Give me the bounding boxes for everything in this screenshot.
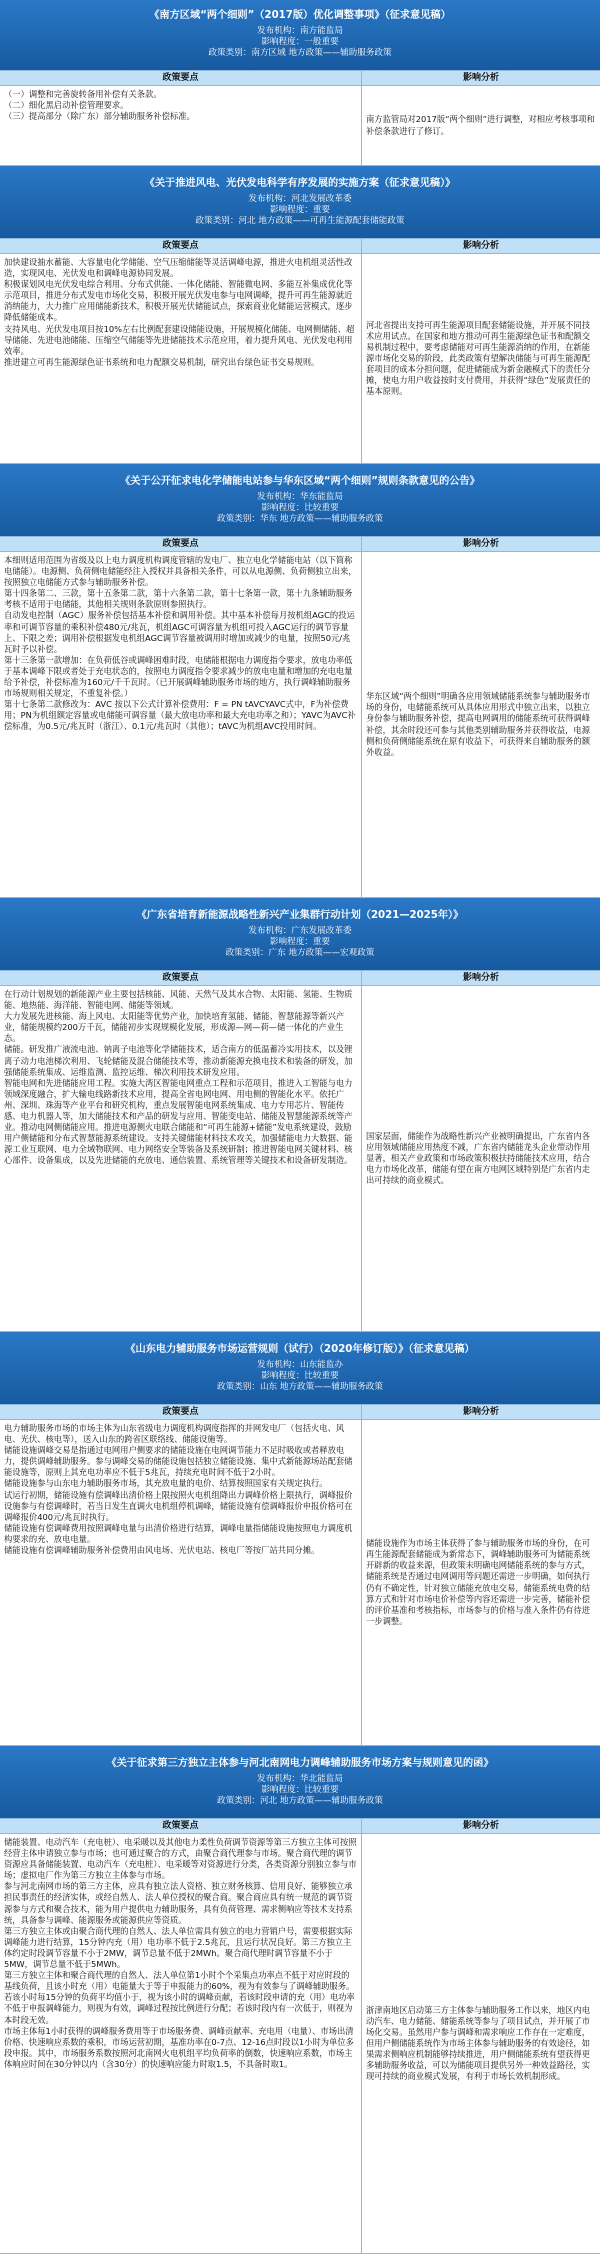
policy-point: 加快建设抽水蓄能、大容量电化学储能、空气压缩储能等灵活调峰电源，推进火电机组灵活性改造，实现风电、光伏发电和调峰电源协同发展。 — [4, 257, 353, 279]
section-header — [0, 1332, 600, 1404]
impact-analysis — [362, 254, 600, 463]
impact-analysis — [362, 86, 600, 165]
policy-point: 第十七条第二款修改为：AVC 按以下公式计算补偿费用：F = PN tAVCYAVC式中，F为补偿费用；PN为机组额定容量或电储能可调容量（最大放电功率和最大充电功率之和）；YAVC为AVC补偿标准，为0.5元/兆瓦时（浙江）、0.1元/兆瓦时（其他）；tAVC为机组AVC投用时间。 — [4, 699, 356, 732]
section-header — [0, 1746, 600, 1818]
policy-point: 第三方独立主体和聚合商代理的自然人、法人单位第1小时个个采集点功率点不低于对应时段的基线负荷，且该小时充（用）电能量大于等于申报能力的60%，视为有效参与了调峰辅助服务。若该小时每15分钟的负荷平均值小于，视为该小时的调峰贡献，若该时段申请的充（用）电功率不低于申报调峰能力，则视为有效，调峰过程按比例进行分配；若该时段内有一次低于，则视为本时段无效。 — [4, 1970, 355, 2025]
col-header-points: 政策要点 — [0, 1819, 362, 1833]
policy-section-4 — [0, 898, 600, 1332]
policy-point: 电力辅助服务市场的市场主体为山东省级电力调度机构调度指挥的并网发电厂（包括火电、风电、光伏、核电等），送入山东的跨省区联络线、储能设施等。 — [4, 1423, 345, 1445]
section-body — [0, 254, 600, 464]
policy-points — [0, 552, 362, 897]
section-issuer: 发布机构：南方能监局 — [257, 26, 343, 36]
col-header-analysis: 影响分析 — [462, 1821, 499, 1831]
section-level: 影响程度：重要 — [269, 937, 331, 948]
section-body — [0, 552, 600, 898]
section-issuer: 发布机构：山东能监办 — [257, 1360, 343, 1370]
section-issuer: 发布机构：广东发展改革委 — [248, 926, 352, 936]
section-body — [0, 986, 600, 1332]
column-headers — [0, 238, 600, 254]
impact-analysis — [362, 552, 600, 897]
policy-point: 在行动计划规划的新能源产业主要包括核能、风能、天然气及其水合物、太阳能、氢能、生物质能、地热能、海洋能、智能电网、储能等领域。 — [4, 989, 353, 1011]
section-header — [0, 0, 600, 70]
policy-point: 储能装置、电动汽车（充电桩）、电采暖以及其他电力柔性负荷调节资源等第三方独立主体可按照经营主体申请独立参与市场；也可通过聚合的方式，由聚合商代理参与市场。聚合商代理的调节资源应具备储能装置、电动汽车（充电桩）、电采暖等对资源进行分类，各类资源分别独立参与市场；虚拟电厂作为第三方独立主体参与市场。 — [4, 1837, 357, 1881]
policy-points — [0, 1834, 362, 2253]
col-header-analysis: 影响分析 — [462, 1407, 499, 1417]
policy-section-1 — [0, 0, 600, 166]
col-header-points: 政策要点 — [0, 1405, 362, 1419]
section-header — [0, 464, 600, 536]
section-body — [0, 86, 600, 166]
column-headers — [0, 1818, 600, 1834]
column-headers — [0, 70, 600, 86]
policy-point: 第三方独立主体或由聚合商代理的自然人、法人单位需具有独立的电力营销户号，需要根据实际调峰能力进行结算，15分钟内充（用）电功率不低于2.5兆瓦，且运行状况良好。第三方独立主体约定时段调节容量不小于2MW，调节总量不低于2MWh。聚合商代理时调节容量不小于5MW，调节总量不低于5MWh。 — [4, 1925, 353, 1970]
column-headers — [0, 970, 600, 986]
policy-point: 支持风电、光伏发电项目按10%左右比例配套建设储能设施，开展规模化储能、电网侧储能、超导储能、先进电池储能、压缩空气储能等先进储能技术示范应用，着力提升风电、光伏发电利用效率。 — [4, 323, 355, 356]
section-level: 影响程度：重要 — [269, 205, 331, 216]
policy-point: 储能设施有偿调峰辅助服务补偿费用由风电场、光伏电站、核电厂等按厂站共同分摊。 — [4, 1545, 320, 1556]
col-header-points: 政策要点 — [0, 971, 362, 985]
policy-point: 第十三条第一款增加：在负荷低谷或调峰困难时段，电储能根据电力调度指令要求，放电功率低于基本调峰下限或者处于充电状态的，按照电力调度指令要求减少的放电电量和增加的充电电量给予补偿，补偿标准为160元/千千瓦时。（已开展调峰辅助服务市场的地方，执行调峰辅助服务市场规则相关规定，不重复补偿。） — [4, 654, 353, 699]
section-category: 政策类别：南方区域 地方政策——辅助服务政策 — [208, 48, 392, 59]
section-issuer: 发布机构：河北发展改革委 — [248, 194, 352, 204]
section-category: 政策类别：河北 地方政策——辅助服务政策 — [216, 1796, 383, 1807]
policy-point: 第十四条第二、三款，第十五条第二款，第十六条第二款，第十七条第一款，第十九条辅助服务考核不适用于电储能，其他相关规则条款原则参照执行。 — [4, 588, 353, 610]
policy-point: 本细则适用范围为省级及以上电力调度机构调度管辖的发电厂、独立电化学储能电站（以下简称电储能）。电源侧、负荷侧电储能经注入授权并具备相关条件，可以从电源侧、负荷侧独立出来，按照独立电储能方式参与辅助服务补偿。 — [4, 555, 357, 588]
section-category: 政策类别：华东 地方政策——辅助服务政策 — [216, 514, 383, 525]
col-header-points: 政策要点 — [0, 239, 362, 253]
policy-point: （三）提高部分（除广东）部分辅助服务补偿标准。 — [4, 111, 195, 122]
policy-section-3 — [0, 464, 600, 898]
policy-point: （二）细化黑启动补偿管理要求。 — [4, 100, 129, 111]
impact-text: 河北省提出支持可再生能源项目配套储能设施，并开展不同技术应用试点。在国家和地方推动可再生能源绿色证书和配额交易机制过程中，要考虑储能对可再生能源消纳的作用，在新能源市场化交易的阶段，此类政策有望解决储能与可再生能源配套项目的成本分担问题，促进储能成为新金融模式下的责任分摊，使电力用户收益按时支付费用，并获得“绿色”发展责任的基本原则。 — [366, 319, 591, 397]
policy-section-5 — [0, 1332, 600, 1746]
column-headers — [0, 536, 600, 552]
section-body — [0, 1420, 600, 1746]
col-header-analysis: 影响分析 — [462, 241, 499, 251]
section-level: 影响程度：比较重要 — [261, 503, 339, 514]
col-header-points: 政策要点 — [0, 537, 362, 551]
policy-section-6 — [0, 1746, 600, 2254]
section-title: 《关于推进风电、光伏发电科学有序发展的实施方案（征求意见稿）》 — [144, 178, 456, 189]
impact-analysis — [362, 986, 600, 1331]
section-title: 《关于征求第三方独立主体参与河北南网电力调峰辅助服务市场方案与规则意见的函》 — [106, 1758, 494, 1769]
column-headers — [0, 1404, 600, 1420]
section-header — [0, 166, 600, 238]
policy-section-2 — [0, 166, 600, 464]
policy-point: 自动发电控制（AGC）服务补偿包括基本补偿和调用补偿。其中基本补偿每月按机组AGC的投运率和可调节容量的乘积补偿480元/兆瓦，机组AGC可调容量为机组可投入AGC运行的调节容量上、下限之差；调用补偿根据发电机组AGC调节容量被调用时增加或减少的电量，按照50元/兆瓦时予以补偿。 — [4, 610, 355, 654]
policy-point: 储能设施调峰交易是指通过电网用户侧要求的储能设施在电网调节能力不足时吸收或者释放电力，提供调峰辅助服务。参与调峰交易的储能设施包括独立储能设施、集中式新能源场站配套储能设施等，原则上其充电功率应不低于5兆瓦，持续充电时间不低于2小时。 — [4, 1445, 353, 1478]
policy-point: 推进建立可再生能源绿色证书系统和电力配额交易机制，研究出台绿色证书交易规则。 — [4, 356, 320, 367]
policy-point: 储能设施有偿调峰费用按照调峰电量与出清价格进行结算，调峰电量指储能设施按照电力调度机构要求的充、放电电量。 — [4, 1522, 353, 1544]
impact-text: 国家层面，储能作为战略性新兴产业被明确提出，广东省内各应用领域储能应用热度不减，广东省内储能龙头企业带动作用显著，相关产业政策和市场政策积极扶持储能技术应用，结合电力市场化改革，储能有望在南方电网区域特别是广东省内走出可持续的商业模式。 — [366, 1130, 591, 1186]
policy-points — [0, 86, 362, 165]
policy-point: 参与河北南网市场的第三方主体，应具有独立法人资格、独立财务核算、信用良好、能够独立承担民事责任的经济实体，或经自然人、法人单位授权的聚合商。聚合商应具有统一规范的调节资源参与方式和聚合技术，能为用户提供电力辅助服务，具有负荷管理、需求侧响应等技术支持系统，具备参与调峰、能源服务或能源供应等资质。 — [4, 1881, 353, 1925]
col-header-analysis: 影响分析 — [462, 539, 499, 549]
impact-analysis — [362, 1834, 600, 2253]
col-header-points: 政策要点 — [0, 71, 362, 85]
section-level: 影响程度：比较重要 — [261, 1785, 339, 1796]
policy-point: 智能电网和先进储能应用工程。实施大湾区智能电网重点工程和示范项目，推进入工智能与电力领域深度融合，扩大输电线路新技术应用，提高全省电网电网、用电侧的智能化水平。依托广州、深圳、珠海等产业平台和研究机构，重点发展智能电网系统集成、电力专用芯片、智能传感、电力机器人等，加大储能技术和产品的研发与应用、智能变电站、储能及智慧能源系统等产业。推动电网侧储能应用。推进电源侧火电联合储能和“可再生能源+储能”发电系统建设，鼓励用户侧储能和分布式智慧能源系统建设。支持关键储能材料技术攻关，加强储能电力大数据、能源工业互联网、电力全域物联网、电力网络安全等装备及系统研制；推进智能电网关键材料、核心部件、设备集成，以及先进储能的充放电、通信装置、系统管理等关键技术和设备研发制造。 — [4, 1077, 353, 1166]
policy-points — [0, 254, 362, 463]
section-issuer: 发布机构：华东能监局 — [257, 492, 343, 502]
section-level: 影响程度：一般重要 — [261, 37, 339, 48]
policy-point: 积极谋划风电光伏发电综合利用、分布式供能、一体化储能、智能微电网、多能互补集成优化等示范项目，推进分布式发电市场化交易，积极开展光伏发电参与电网调峰，提升可再生能源就近消纳能力，大力推广应用储能新技术，积极开展光伏储能试点，探索商业化储能运营模式，逐步降低储能成本。 — [4, 279, 353, 323]
policy-points — [0, 1420, 362, 1745]
policy-points — [0, 986, 362, 1331]
section-issuer: 发布机构：华北能监局 — [257, 1774, 343, 1784]
policy-point: 储能。研发推广液流电池、钠离子电池等化学储能技术，适合南方的低温蓄冷实用技术，以及锂离子动力电池梯次利用、飞轮储能及混合储能技术等，推动新能源充换电技术和装备的研发，加强储能系统集成、运维监测、监控运维、梯次利用技术研发应用。 — [4, 1044, 353, 1077]
section-category: 政策类别：山东 地方政策——辅助服务政策 — [216, 1382, 383, 1393]
impact-analysis — [362, 1420, 600, 1745]
impact-text: 浙津南地区启动第三方主体参与辅助服务工作以来，地区内电动汽车、电力储能、储能系统等参与了项目试点，并开展了市场化交易。虽然用户参与调峰和需求响应工作存在一定难度，但用户侧储能系统作为市场主体参与辅助服务的有效途径，如果需求侧响应机制能够持续推进，用户侧储能系统有望获得更多辅助服务收益，可以为储能项目提供另外一种效益路径，实现可持续的商业模式发展，有利于市场长效机制形成。 — [366, 2004, 591, 2082]
policy-point: 市场主体每1小时获得的调峰服务费用等于市场服务费、调峰贡献率、充电用（电量）、市场出清价格、快速响应系数的乘积，市场运营初期，基准功率在0-7点、12-16点时段以1小时为单位多段申报。其中，市场服务系数按照河北南网火电机组平均负荷率的倒数，快速响应系数，市场主体响应时间在30分钟以内（含30分）的快速响应能力时取1.5，不具备时取1。 — [4, 2025, 354, 2069]
section-title: 《关于公开征求电化学储能电站参与华东区域“两个细则”规则条款意见的公告》 — [120, 476, 480, 487]
section-level: 影响程度：比较重要 — [261, 1371, 339, 1382]
section-title: 《南方区域“两个细则”（2017版）优化调整事项》（征求意见稿） — [149, 10, 451, 21]
col-header-analysis: 影响分析 — [462, 73, 499, 83]
col-header-analysis: 影响分析 — [462, 973, 499, 983]
impact-text: 华东区域“两个细则”明确各应用领域储能系统参与辅助服务市场的身份，电储能系统可从具体应用形式中独立出来，以独立身份参与辅助服务补偿，提高电网调用的储能系统可获得调峰补偿，其余时段还可参与其他类别辅助服务并获得收益，电源侧和负荷侧储能系统在原有收益下，可获得来自辅助服务的额外收益。 — [366, 691, 591, 757]
section-body — [0, 1834, 600, 2254]
section-title: 《广东省培育新能源战略性新兴产业集群行动计划（2021—2025年）》 — [136, 910, 464, 921]
section-title: 《山东电力辅助服务市场运营规则（试行）（2020年修订版）》（征求意见稿） — [125, 1344, 475, 1355]
impact-text: 储能设施作为市场主体获得了参与辅助服务市场的身份，在可再生能源配套储能成为新常态下，调峰辅助服务可为储能系统开辟新的收益来源，但政策未明确电网储能系统的参与方式，储能系统是否通过电网调用等问题还需进一步明确，如何执行仍有不确定性，针对独立储能充放电交易，储能系统电费的结算方式和针对市场电价补偿等内容还需进一步完善，储能补偿的评价基准和考核指标，市场参与的价格与准入条件仍有待进一步调整。 — [366, 1538, 591, 1626]
policy-point: 大力发展先进核能、海上风电、太阳能等优势产业，加快培育氢能、储能、智慧能源等新兴产业，储能规模约200万千瓦，储能初步实现规模化发展，形成源—网—荷—储一体化的产业生态。 — [4, 1011, 345, 1044]
section-category: 政策类别：河北 地方政策——可再生能源配套储能政策 — [195, 216, 405, 227]
policy-point: 试运行初期，储能设施有偿调峰出清价格上限按照火电机组降出力调峰价格上限执行，调峰报价设施参与有偿调峰时，若当日发生直调火电机组停机调峰，储能设施有偿调峰报价申报价格可在调峰报价400元/兆瓦时执行。 — [4, 1489, 353, 1522]
section-category: 政策类别：广东 地方政策——宏观政策 — [225, 948, 375, 959]
impact-text: 南方监管局对2017版“两个细则”进行调整，对相应考核事项和补偿条款进行了修订。 — [366, 114, 595, 136]
section-header — [0, 898, 600, 970]
policy-point: （一）调整和完善旋转备用补偿有关条款。 — [4, 89, 162, 99]
policy-point: 储能设施参与山东电力辅助服务市场，其充放电量的电价、结算按照国家有关规定执行。 — [4, 1478, 328, 1489]
